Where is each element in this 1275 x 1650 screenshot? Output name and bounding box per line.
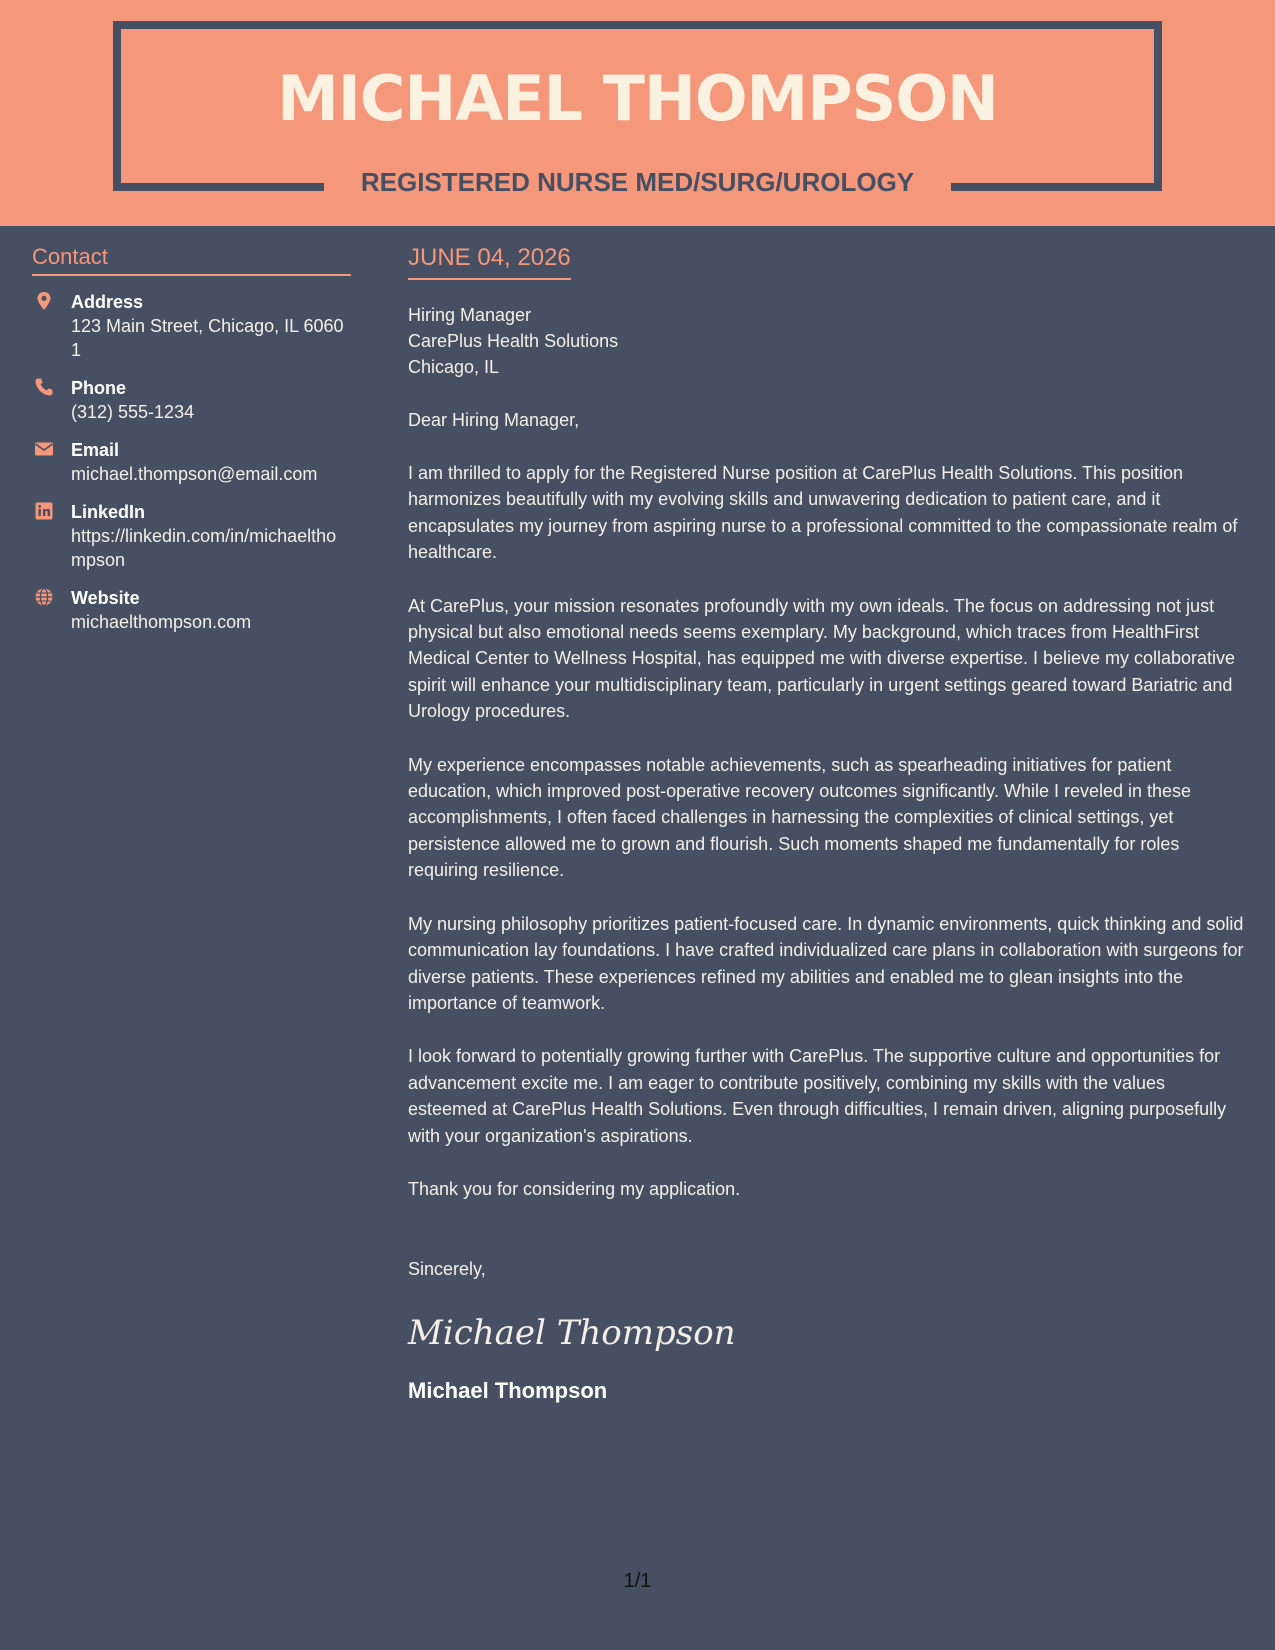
salutation: Dear Hiring Manager, — [408, 410, 580, 430]
contact-phone — [32, 376, 351, 424]
contact-website — [32, 586, 351, 634]
signer-name: Michael Thompson — [408, 1377, 608, 1403]
linkedin-value[interactable]: https://linkedin.com/in/michaelthompson — [71, 526, 337, 570]
recipient-company: CarePlus Health Solutions — [408, 331, 619, 351]
handwritten-signature — [408, 1308, 736, 1358]
candidate-name: MICHAEL THOMPSON — [277, 62, 998, 135]
body-paragraph: I am thrilled to apply for the Registered Nurse position at CarePlus Health Solutions. This position harmonizes beautifully with my evolving skills and unwavering dedication to patient care, and it encapsulates my journey from aspiring nurse to a professional committed to the compassionate realm of healthcare. — [408, 463, 1238, 563]
signature-text: Michael Thompson — [408, 1312, 736, 1353]
map-pin-icon — [34, 291, 54, 311]
phone-label: Phone — [71, 378, 127, 398]
contact-email — [32, 438, 351, 486]
contact-sidebar — [32, 244, 351, 634]
website-value[interactable]: michaelthompson.com — [71, 612, 252, 632]
contact-heading: Contact — [32, 244, 351, 276]
email-label: Email — [71, 440, 120, 460]
recipient-location: Chicago, IL — [408, 357, 500, 377]
closing-line: Sincerely, — [408, 1258, 486, 1279]
email-value: michael.thompson@email.com — [71, 464, 318, 484]
linkedin-icon — [34, 501, 54, 521]
job-title: REGISTERED NURSE MED/SURG/UROLOGY — [360, 167, 915, 197]
page-number: 1/1 — [623, 1570, 652, 1592]
thanks-line: Thank you for considering my application. — [408, 1178, 741, 1199]
body-paragraph: My nursing philosophy prioritizes patient-focused care. In dynamic environments, quick thinking and solid communication lay foundations. I have crafted individualized care plans in collaboration with surgeons for diverse patients. These experiences refined my abilities and enabled me to glean insights into the importance of teamwork. — [408, 913, 1244, 1013]
website-label: Website — [71, 588, 140, 608]
contact-linkedin — [32, 500, 351, 572]
contact-address — [32, 290, 351, 362]
phone-value: (312) 555-1234 — [71, 402, 195, 422]
address-label: Address — [71, 292, 144, 312]
body-paragraph: I look forward to potentially growing further with CarePlus. The supportive culture and opportunities for advancement excite me. I am eager to contribute positively, combining my skills with the values esteemed at CarePlus Health Solutions. Even through difficulties, I remain driven, aligning purposefully with your organization's aspirations. — [408, 1046, 1227, 1146]
envelope-icon — [34, 439, 54, 459]
letter-body — [408, 244, 1248, 1404]
header-banner — [0, 0, 1275, 226]
phone-icon — [34, 377, 54, 397]
letter-date: JUNE 04, 2026 — [408, 244, 571, 280]
body-paragraph: My experience encompasses notable achievements, such as spearheading initiatives for patient education, which improved post-operative recovery outcomes significantly. While I reveled in these accomplishments, I often faced challenges in harnessing the complexities of clinical settings, yet persistence allowed me to grown and flourish. Such moments shaped me fundamentally for roles requiring resilience. — [408, 754, 1192, 881]
recipient-block — [408, 302, 1248, 380]
address-value: 123 Main Street, Chicago, IL 60601 — [71, 316, 344, 360]
linkedin-label: LinkedIn — [71, 502, 146, 522]
recipient-name: Hiring Manager — [408, 305, 532, 325]
body-paragraph: At CarePlus, your mission resonates profoundly with my own ideals. The focus on addressing not just physical but also emotional needs seems exemplary. My background, which traces from HealthFirst Medical Center to Wellness Hospital, has equipped me with diverse expertise. I believe my collaborative spirit will enhance your multidisciplinary team, particularly in urgent settings geared toward Bariatric and Urology procedures. — [408, 595, 1236, 722]
globe-icon — [34, 587, 54, 607]
